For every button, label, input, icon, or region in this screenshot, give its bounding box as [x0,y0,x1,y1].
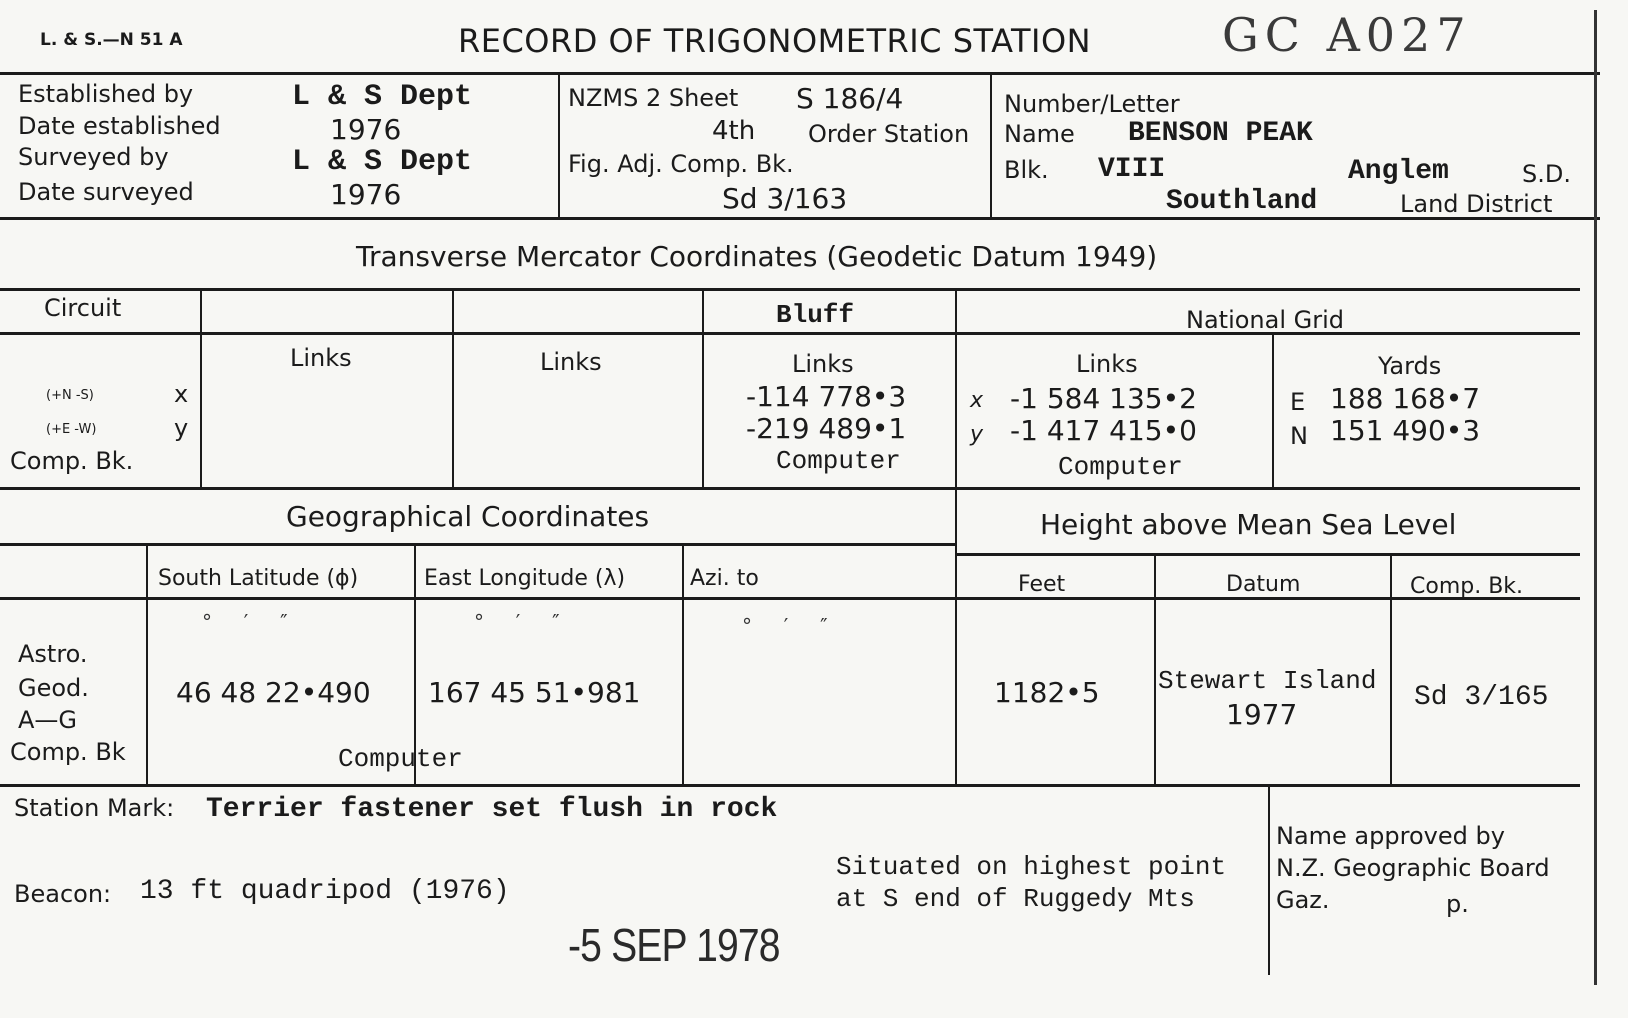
longitude-value: 167 45 51•981 [428,676,641,709]
circuit2-links-label: Links [540,348,602,376]
geo-section-title: Geographical Coordinates [286,500,650,533]
situated-line-2: at S end of Ruggedy Mts [836,884,1195,914]
bluff-x-value: -114 778•3 [746,380,907,413]
easting-value: 188 168•7 [1330,382,1481,415]
ng-computer-value: Computer [1058,452,1183,482]
received-date-stamp: -5 SEP 1978 [568,919,780,971]
ng-links-label: Links [1076,350,1138,378]
survey-district-value: Anglem [1348,156,1449,187]
tm-section-title: Transverse Mercator Coordinates (Geodetic Datum 1949) [356,240,1158,273]
land-district-label: Land District [1400,190,1553,218]
datum-value-name: Stewart Island [1158,666,1377,696]
station-mark-value: Terrier fastener set flush in rock [206,794,778,825]
number-letter-label: Number/Letter [1004,90,1180,118]
land-district-value: Southland [1166,186,1318,217]
circuit-label: Circuit [44,294,122,322]
order-station-label: Order Station [808,120,970,148]
yards-label: Yards [1378,352,1442,380]
longitude-header: East Longitude (λ) [424,566,626,591]
surveyed-by-label: Surveyed by [18,143,169,171]
bluff-circuit-label: Bluff [776,300,855,330]
latitude-header: South Latitude (ϕ) [158,566,359,591]
station-mark-label: Station Mark: [14,794,175,822]
handwritten-reference: GC A027 [1222,8,1472,62]
bluff-links-label: Links [792,350,854,378]
form-code: L. & S.—N 51 A [40,30,183,50]
ng-x-value: -1 584 135•2 [1010,382,1197,415]
datum-value-year: 1977 [1226,698,1298,731]
y-axis-hint: (+E -W) [46,422,97,437]
latitude-value: 46 48 22•490 [176,676,371,709]
feet-header: Feet [1018,572,1066,597]
circuit1-links-label: Links [290,344,352,372]
y-row-label: y [174,414,189,442]
bluff-computer-value: Computer [776,446,901,476]
easting-label: E [1290,388,1306,416]
astro-row-label: Astro. [18,640,88,668]
height-feet-value: 1182•5 [994,676,1100,709]
situated-line-1: Situated on highest point [836,852,1227,882]
blk-value: VIII [1098,154,1166,185]
x-row-label: x [174,380,189,408]
x-axis-hint: (+N -S) [46,388,94,403]
date-surveyed-value: 1976 [330,178,402,211]
name-label: Name [1004,120,1075,148]
nzms-sheet-value: S 186/4 [796,82,904,115]
sd-label: S.D. [1522,160,1571,188]
height-comp-bk-value: Sd 3/165 [1414,682,1549,713]
height-section-title: Height above Mean Sea Level [1040,508,1457,541]
beacon-value: 13 ft quadripod (1976) [140,876,510,907]
fig-adj-value: Sd 3/163 [722,182,848,215]
national-grid-label: National Grid [1186,306,1345,334]
station-name-value: BENSON PEAK [1128,118,1313,149]
established-by-value: L & S Dept [292,80,473,114]
name-approved-line-2: N.Z. Geographic Board [1276,854,1550,882]
northing-label: N [1290,422,1308,450]
order-value: 4th [712,116,756,146]
ng-y-value: -1 417 415•0 [1010,414,1197,447]
geo-comp-bk-label: Comp. Bk [10,738,126,766]
nzms-sheet-label: NZMS 2 Sheet [568,84,739,112]
bluff-y-value: -219 489•1 [746,412,907,445]
date-surveyed-label: Date surveyed [18,178,194,206]
geod-row-label: Geod. [18,674,89,702]
ng-y-label: y [970,422,984,447]
beacon-label: Beacon: [14,880,112,908]
geo-computer-value: Computer [338,744,463,774]
tm-comp-bk-label: Comp. Bk. [10,447,134,475]
ng-x-label: x [970,388,984,413]
page-title: RECORD OF TRIGONOMETRIC STATION [458,22,1092,60]
gazette-label: Gaz. [1276,886,1330,914]
surveyed-by-value: L & S Dept [292,145,473,179]
gazette-page-label: p. [1446,890,1469,918]
height-comp-bk-header: Comp. Bk. [1410,574,1524,599]
blk-label: Blk. [1004,156,1049,184]
date-established-label: Date established [18,112,221,140]
a-g-row-label: A—G [18,706,78,734]
name-approved-line-1: Name approved by [1276,822,1505,850]
established-by-label: Established by [18,80,194,108]
northing-value: 151 490•3 [1330,414,1481,447]
datum-header: Datum [1226,572,1301,597]
date-established-value: 1976 [330,113,402,146]
azimuth-header: Azi. to [690,566,759,591]
fig-adj-label: Fig. Adj. Comp. Bk. [568,150,794,178]
